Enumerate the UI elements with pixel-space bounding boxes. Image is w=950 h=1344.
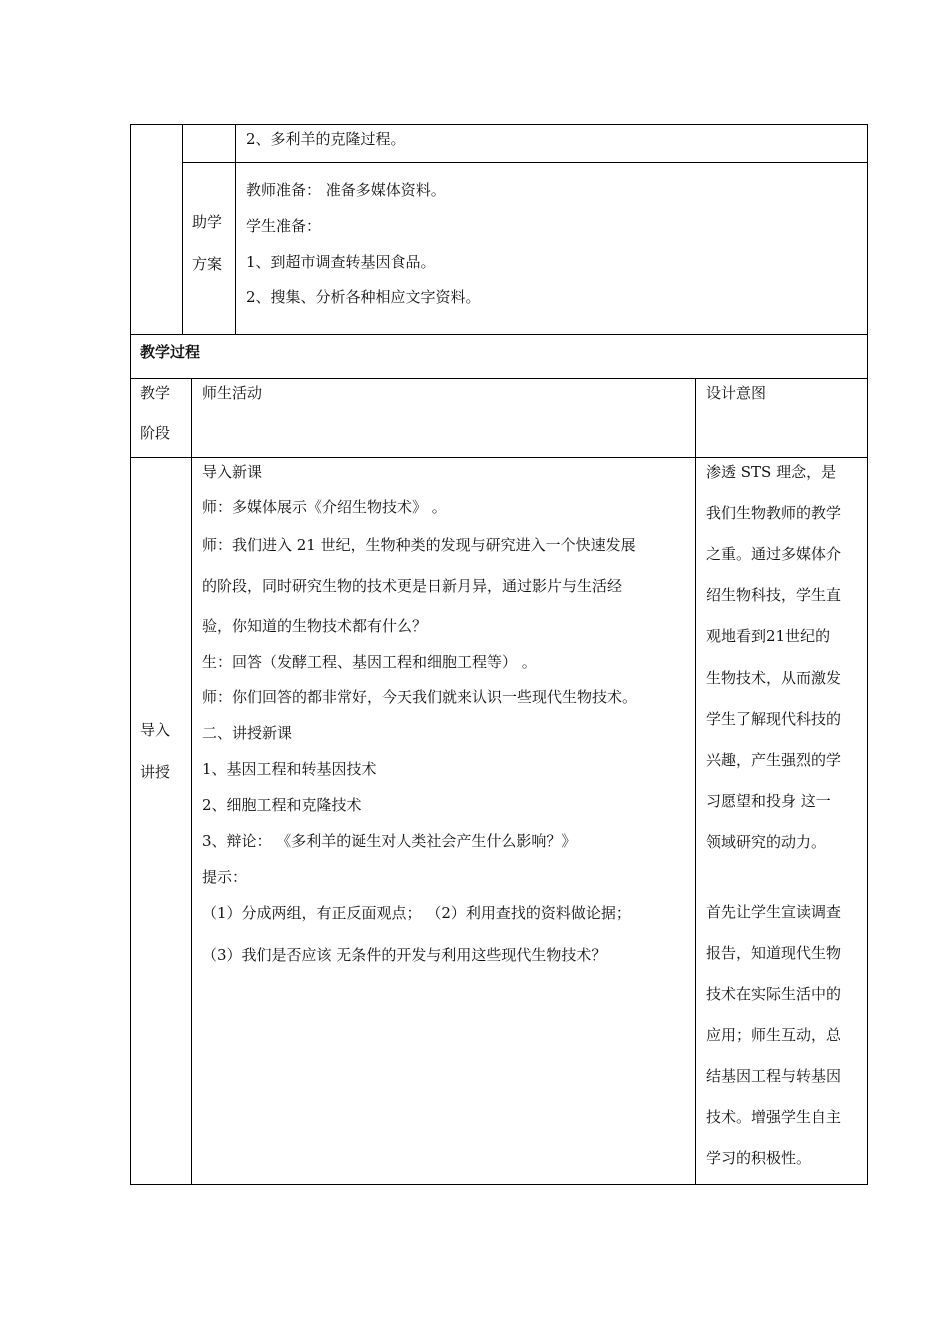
intent-line: 渗透 STS 理念，是 xyxy=(706,463,837,481)
activity-line: 1、基因工程和转基因技术 xyxy=(202,760,377,778)
intent-line: 技术。增强学生自主 xyxy=(706,1108,842,1126)
intent-line: 报告，知道现代生物 xyxy=(706,944,842,962)
assist-line-3: 1、到超市调查转基因食品。 xyxy=(246,253,436,271)
intent-line: 观地看到21世纪的 xyxy=(706,627,831,645)
header-stage-1: 教学 xyxy=(140,384,171,402)
activity-line: 师：我们进入 21 世纪，生物种类的发现与研究进入一个快速发展 xyxy=(202,536,636,554)
intent-line: 我们生物教师的教学 xyxy=(706,504,842,522)
rule-header-bottom xyxy=(130,457,868,458)
intent-line: 学习的积极性。 xyxy=(706,1149,812,1167)
activity-line: 生：回答（发酵工程、基因工程和细胞工程等） 。 xyxy=(202,653,537,671)
intent-line: 生物技术，从而激发 xyxy=(706,669,842,687)
assist-line-2: 学生准备： xyxy=(246,217,322,235)
intent-line: 技术在实际生活中的 xyxy=(706,985,842,1003)
rule-row1 xyxy=(182,162,868,163)
rule-process xyxy=(130,334,868,335)
header-activity: 师生活动 xyxy=(202,384,263,402)
row1-text: 2、多利羊的克隆过程。 xyxy=(246,130,406,148)
intent-line: 学生了解现代科技的 xyxy=(706,710,842,728)
activity-line: （1）分成两组，有正反面观点； （2）利用查找的资料做论据； xyxy=(202,904,631,922)
rule-bottom xyxy=(130,1184,868,1185)
rule-right xyxy=(867,124,868,1185)
assist-label-2: 方案 xyxy=(192,255,223,273)
intent-line: 结基因工程与转基因 xyxy=(706,1067,842,1085)
rule-left xyxy=(130,124,131,1185)
activity-line: 的阶段，同时研究生物的技术更是日新月异，通过影片与生活经 xyxy=(202,577,623,595)
stage-label-1: 导入 xyxy=(140,721,171,739)
assist-line-1: 教师准备： 准备多媒体资料。 xyxy=(246,181,446,199)
intent-line: 习愿望和投身 这一 xyxy=(706,792,831,810)
activity-line: 提示： xyxy=(202,868,248,886)
assist-line-4: 2、搜集、分析各种相应文字资料。 xyxy=(246,288,481,306)
activity-line: 导入新课 xyxy=(202,463,263,481)
stage-label-2: 讲授 xyxy=(140,763,171,781)
activity-line: 二、讲授新课 xyxy=(202,724,293,742)
assist-label-1: 助学 xyxy=(192,213,223,231)
rule-col-stage xyxy=(191,378,192,1185)
activity-line: 师：多媒体展示《介绍生物技术》 。 xyxy=(202,498,447,516)
activity-line: （3）我们是否应该 无条件的开发与利用这些现代生物技术？ xyxy=(202,946,607,964)
intent-line: 领域研究的动力。 xyxy=(706,833,827,851)
rule-header-top xyxy=(130,378,868,379)
header-stage-2: 阶段 xyxy=(140,424,171,442)
intent-line: 兴趣，产生强烈的学 xyxy=(706,751,842,769)
activity-line: 师：你们回答的都非常好，今天我们就来认识一些现代生物技术。 xyxy=(202,688,638,706)
intent-line: 首先让学生宣读调查 xyxy=(706,903,842,921)
process-heading: 教学过程 xyxy=(140,343,201,361)
intent-line: 之重。通过多媒体介 xyxy=(706,545,842,563)
rule-col-intent xyxy=(695,378,696,1185)
header-intent: 设计意图 xyxy=(706,384,767,402)
activity-line: 验，你知道的生物技术都有什么？ xyxy=(202,617,428,635)
activity-line: 2、细胞工程和克隆技术 xyxy=(202,796,362,814)
rule-col-b xyxy=(235,124,236,335)
rule-col-a xyxy=(182,124,183,335)
intent-line: 应用；师生互动，总 xyxy=(706,1026,842,1044)
intent-line: 绍生物科技，学生直 xyxy=(706,586,842,604)
activity-line: 3、辩论： 《多利羊的诞生对人类社会产生什么影响？》 xyxy=(202,832,577,850)
rule-top xyxy=(130,124,868,125)
